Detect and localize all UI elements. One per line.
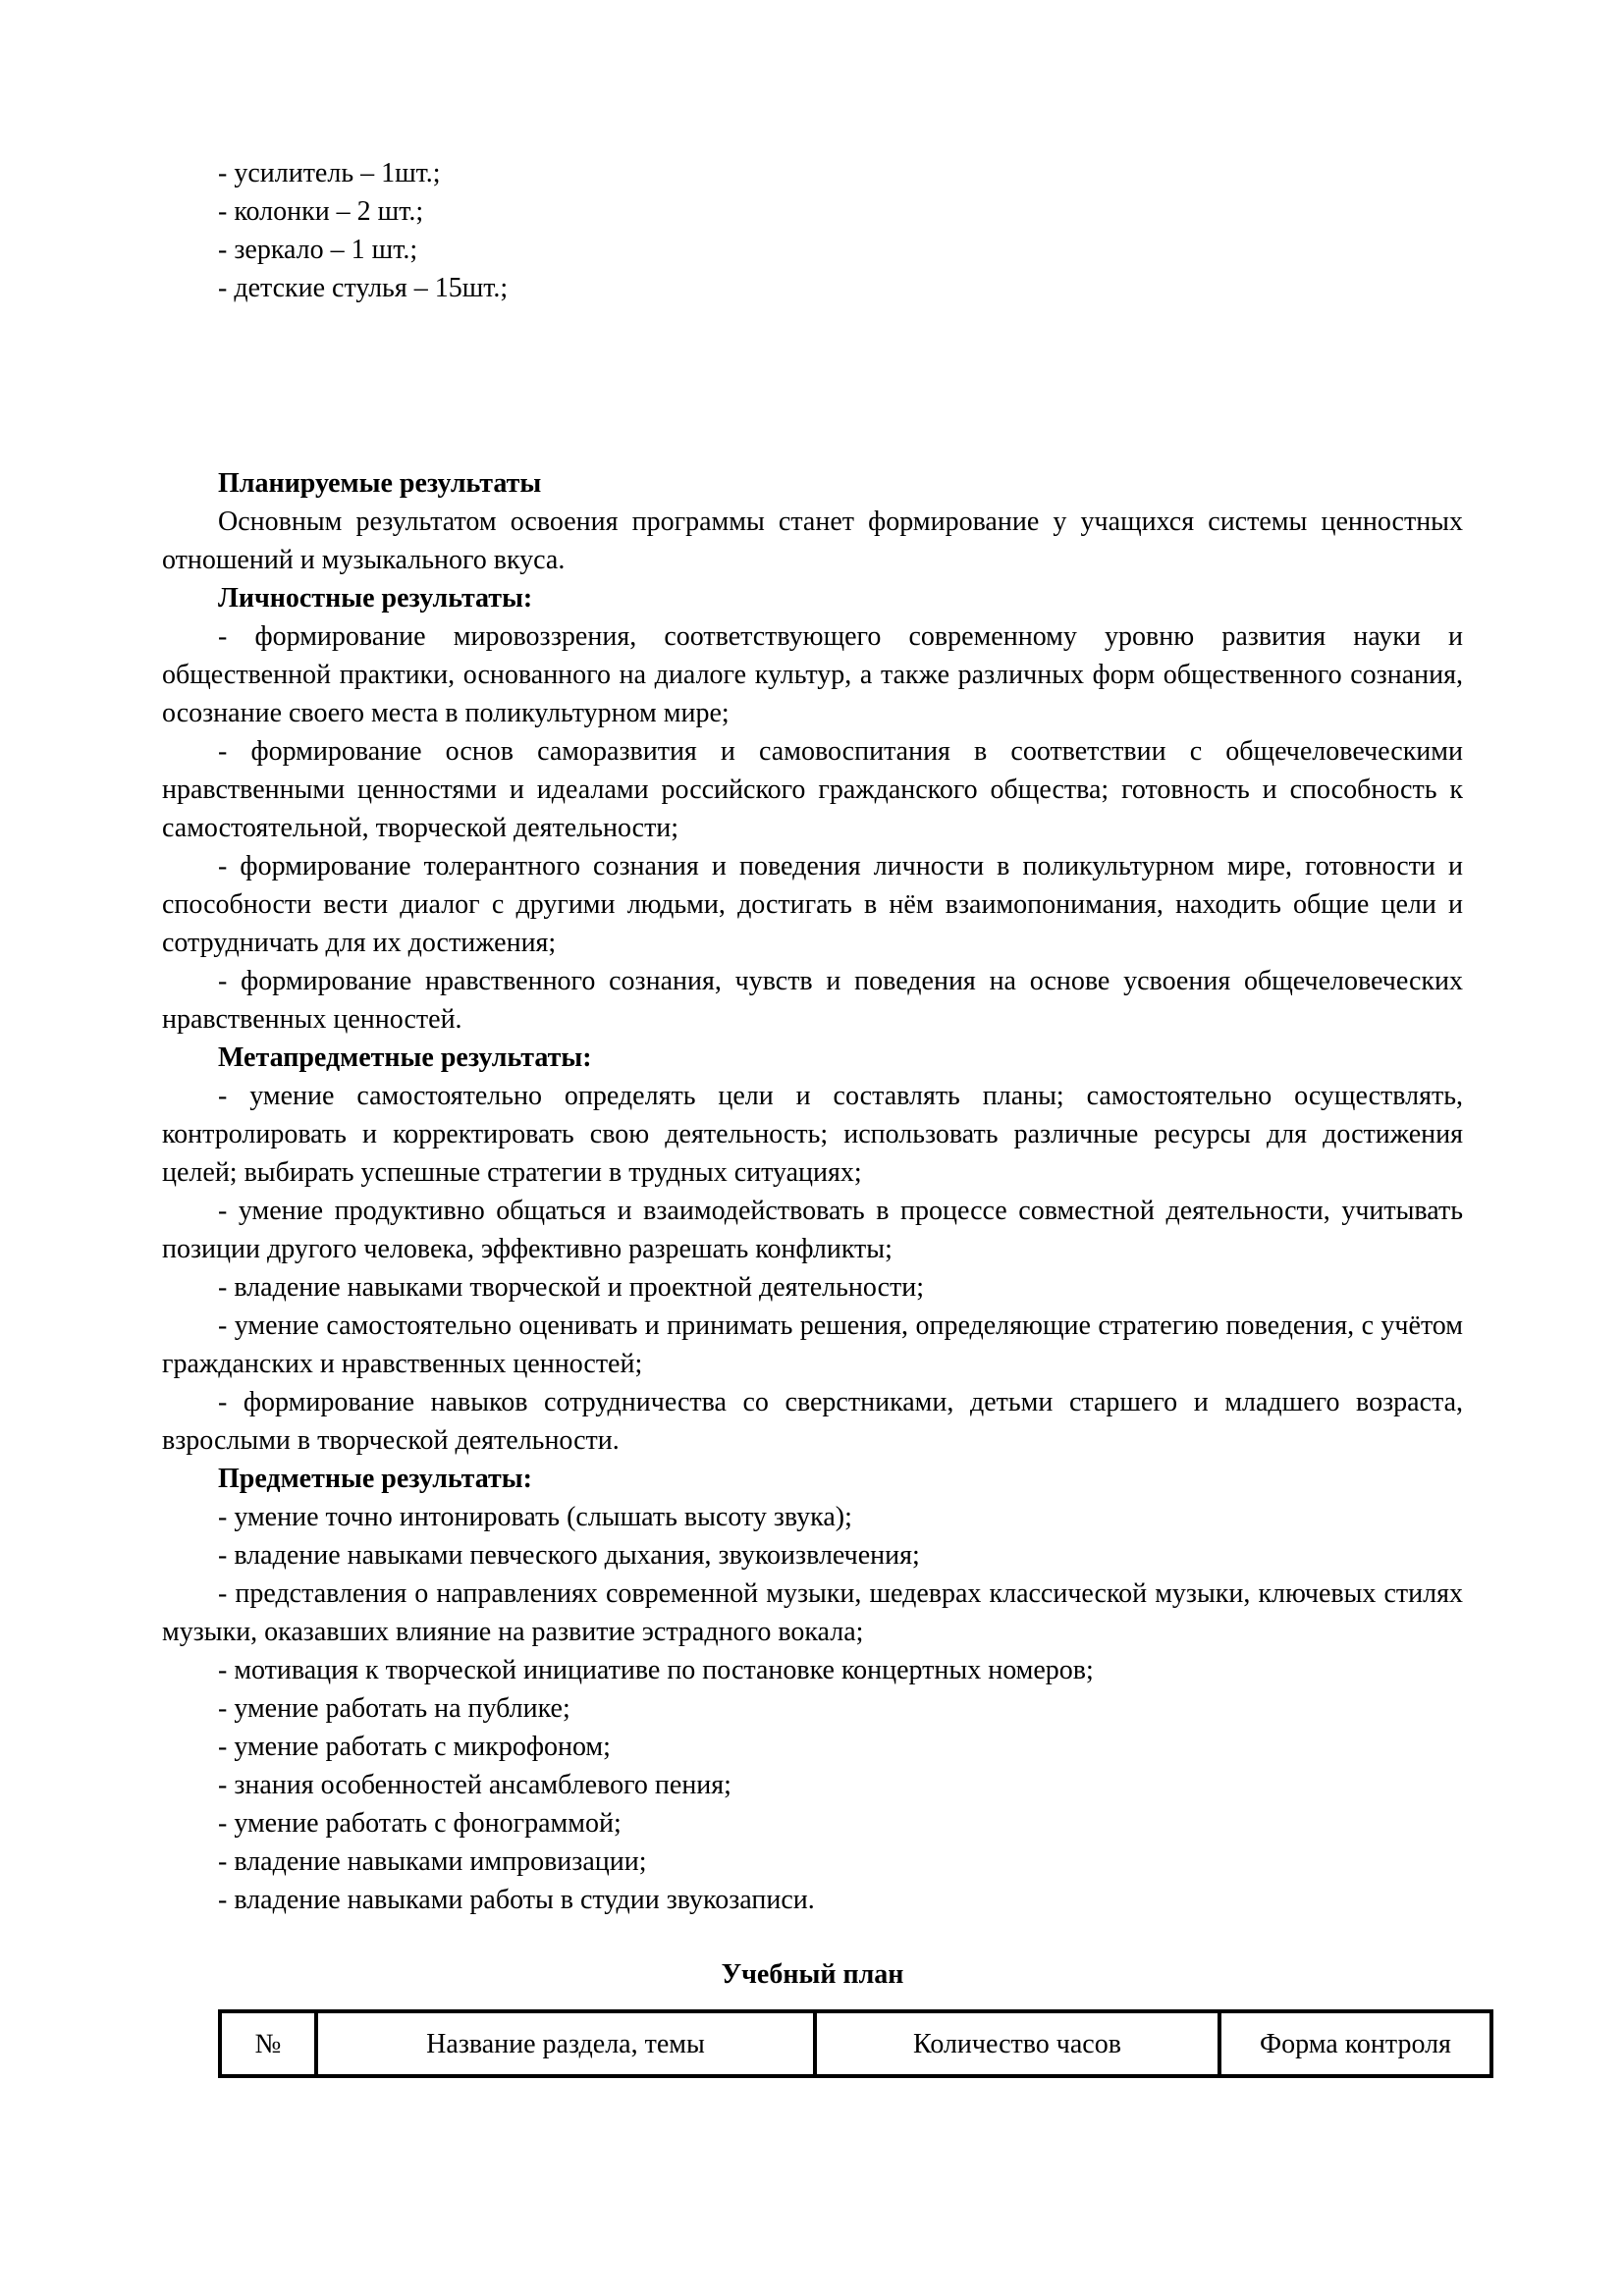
result-item: - владение навыками импровизации; <box>218 1846 647 1877</box>
equipment-item: - зеркало – 1 шт.; <box>218 235 418 265</box>
result-item: - умение продуктивно общаться и взаимодействовать в процессе совместной деятельности, учитывать позиции другого человека, эффективно разрешать конфликты; <box>162 1196 1463 1264</box>
result-item: - представления о направлениях современной музыки, шедеврах классической музыки, ключевых стилях музыки, оказавших влияние на развитие эстрадного вокала; <box>162 1578 1463 1647</box>
plan-table-header-hours: Количество часов <box>815 2011 1219 2076</box>
paragraph-intro: Основным результатом освоения программы станет формирование у учащихся системы ценностных отношений и музыкального вкуса. <box>162 507 1463 575</box>
plan-table-header-section-name: Название раздела, темы <box>316 2011 815 2076</box>
plan-table <box>218 2009 1493 2078</box>
equipment-item: - колонки – 2 шт.; <box>218 196 424 227</box>
result-item: - умение работать с микрофоном; <box>218 1732 611 1762</box>
blank-space <box>162 1919 1463 1944</box>
plan-table-header-control-form: Форма контроля <box>1219 2011 1491 2076</box>
result-item: - умение самостоятельно оценивать и принимать решения, определяющие стратегию поведения, с учётом гражданских и нравственных ценностей; <box>162 1310 1463 1379</box>
result-item: - знания особенностей ансамблевого пения; <box>218 1770 731 1800</box>
result-item: - владение навыками певческого дыхания, звукоизвлечения; <box>218 1540 920 1571</box>
plan-table-header-number: № <box>220 2011 316 2076</box>
result-item: - формирование навыков сотрудничества со сверстниками, детьми старшего и младшего возраста, взрослыми в творческой деятельности. <box>162 1387 1463 1456</box>
equipment-item: - детские стулья – 15шт.; <box>218 273 509 303</box>
result-item: - владение навыками работы в студии звукозаписи. <box>218 1885 815 1915</box>
subsection-heading-personal: Личностные результаты: <box>218 583 533 614</box>
plan-title: Учебный план <box>721 1959 904 1990</box>
subsection-heading-subject: Предметные результаты: <box>218 1464 532 1494</box>
result-item: - мотивация к творческой инициативе по постановке концертных номеров; <box>218 1655 1094 1685</box>
result-item: - умение точно интонировать (слышать высоту звука); <box>218 1502 852 1532</box>
result-item: - умение работать на публике; <box>218 1693 570 1724</box>
subsection-heading-metasubject: Метапредметные результаты: <box>218 1042 592 1073</box>
result-item: - формирование мировоззрения, соответствующего современному уровню развития науки и общественной практики, основанного на диалоге культур, а также различных форм общественного сознания, осознание своего места в поликультурном мире; <box>162 621 1463 728</box>
result-item: - владение навыками творческой и проектной деятельности; <box>218 1272 925 1303</box>
result-item: - формирование нравственного сознания, чувств и поведения на основе усвоения общечеловеческих нравственных ценностей. <box>162 966 1463 1035</box>
result-item: - умение работать с фонограммой; <box>218 1808 622 1839</box>
equipment-item: - усилитель – 1шт.; <box>218 158 441 188</box>
section-heading-planned-results: Планируемые результаты <box>218 468 542 499</box>
plan-table-header-row <box>220 2011 1491 2076</box>
blank-space <box>162 307 1463 464</box>
result-item: - формирование толерантного сознания и поведения личности в поликультурном мире, готовности и способности вести диалог с другими людьми, достигать в нём взаимопонимания, находить общие цели и сотрудничать для их достижения; <box>162 851 1463 958</box>
result-item: - формирование основ саморазвития и самовоспитания в соответствии с общечеловеческими нравственными ценностями и идеалами российского гражданского общества; готовность и способность к самостоятельной, творческой деятельности; <box>162 736 1463 843</box>
result-item: - умение самостоятельно определять цели и составлять планы; самостоятельно осуществлять, контролировать и корректировать свою деятельность; использовать различные ресурсы для достижения целей; выбирать успешные стратегии в трудных ситуациях; <box>162 1081 1463 1188</box>
